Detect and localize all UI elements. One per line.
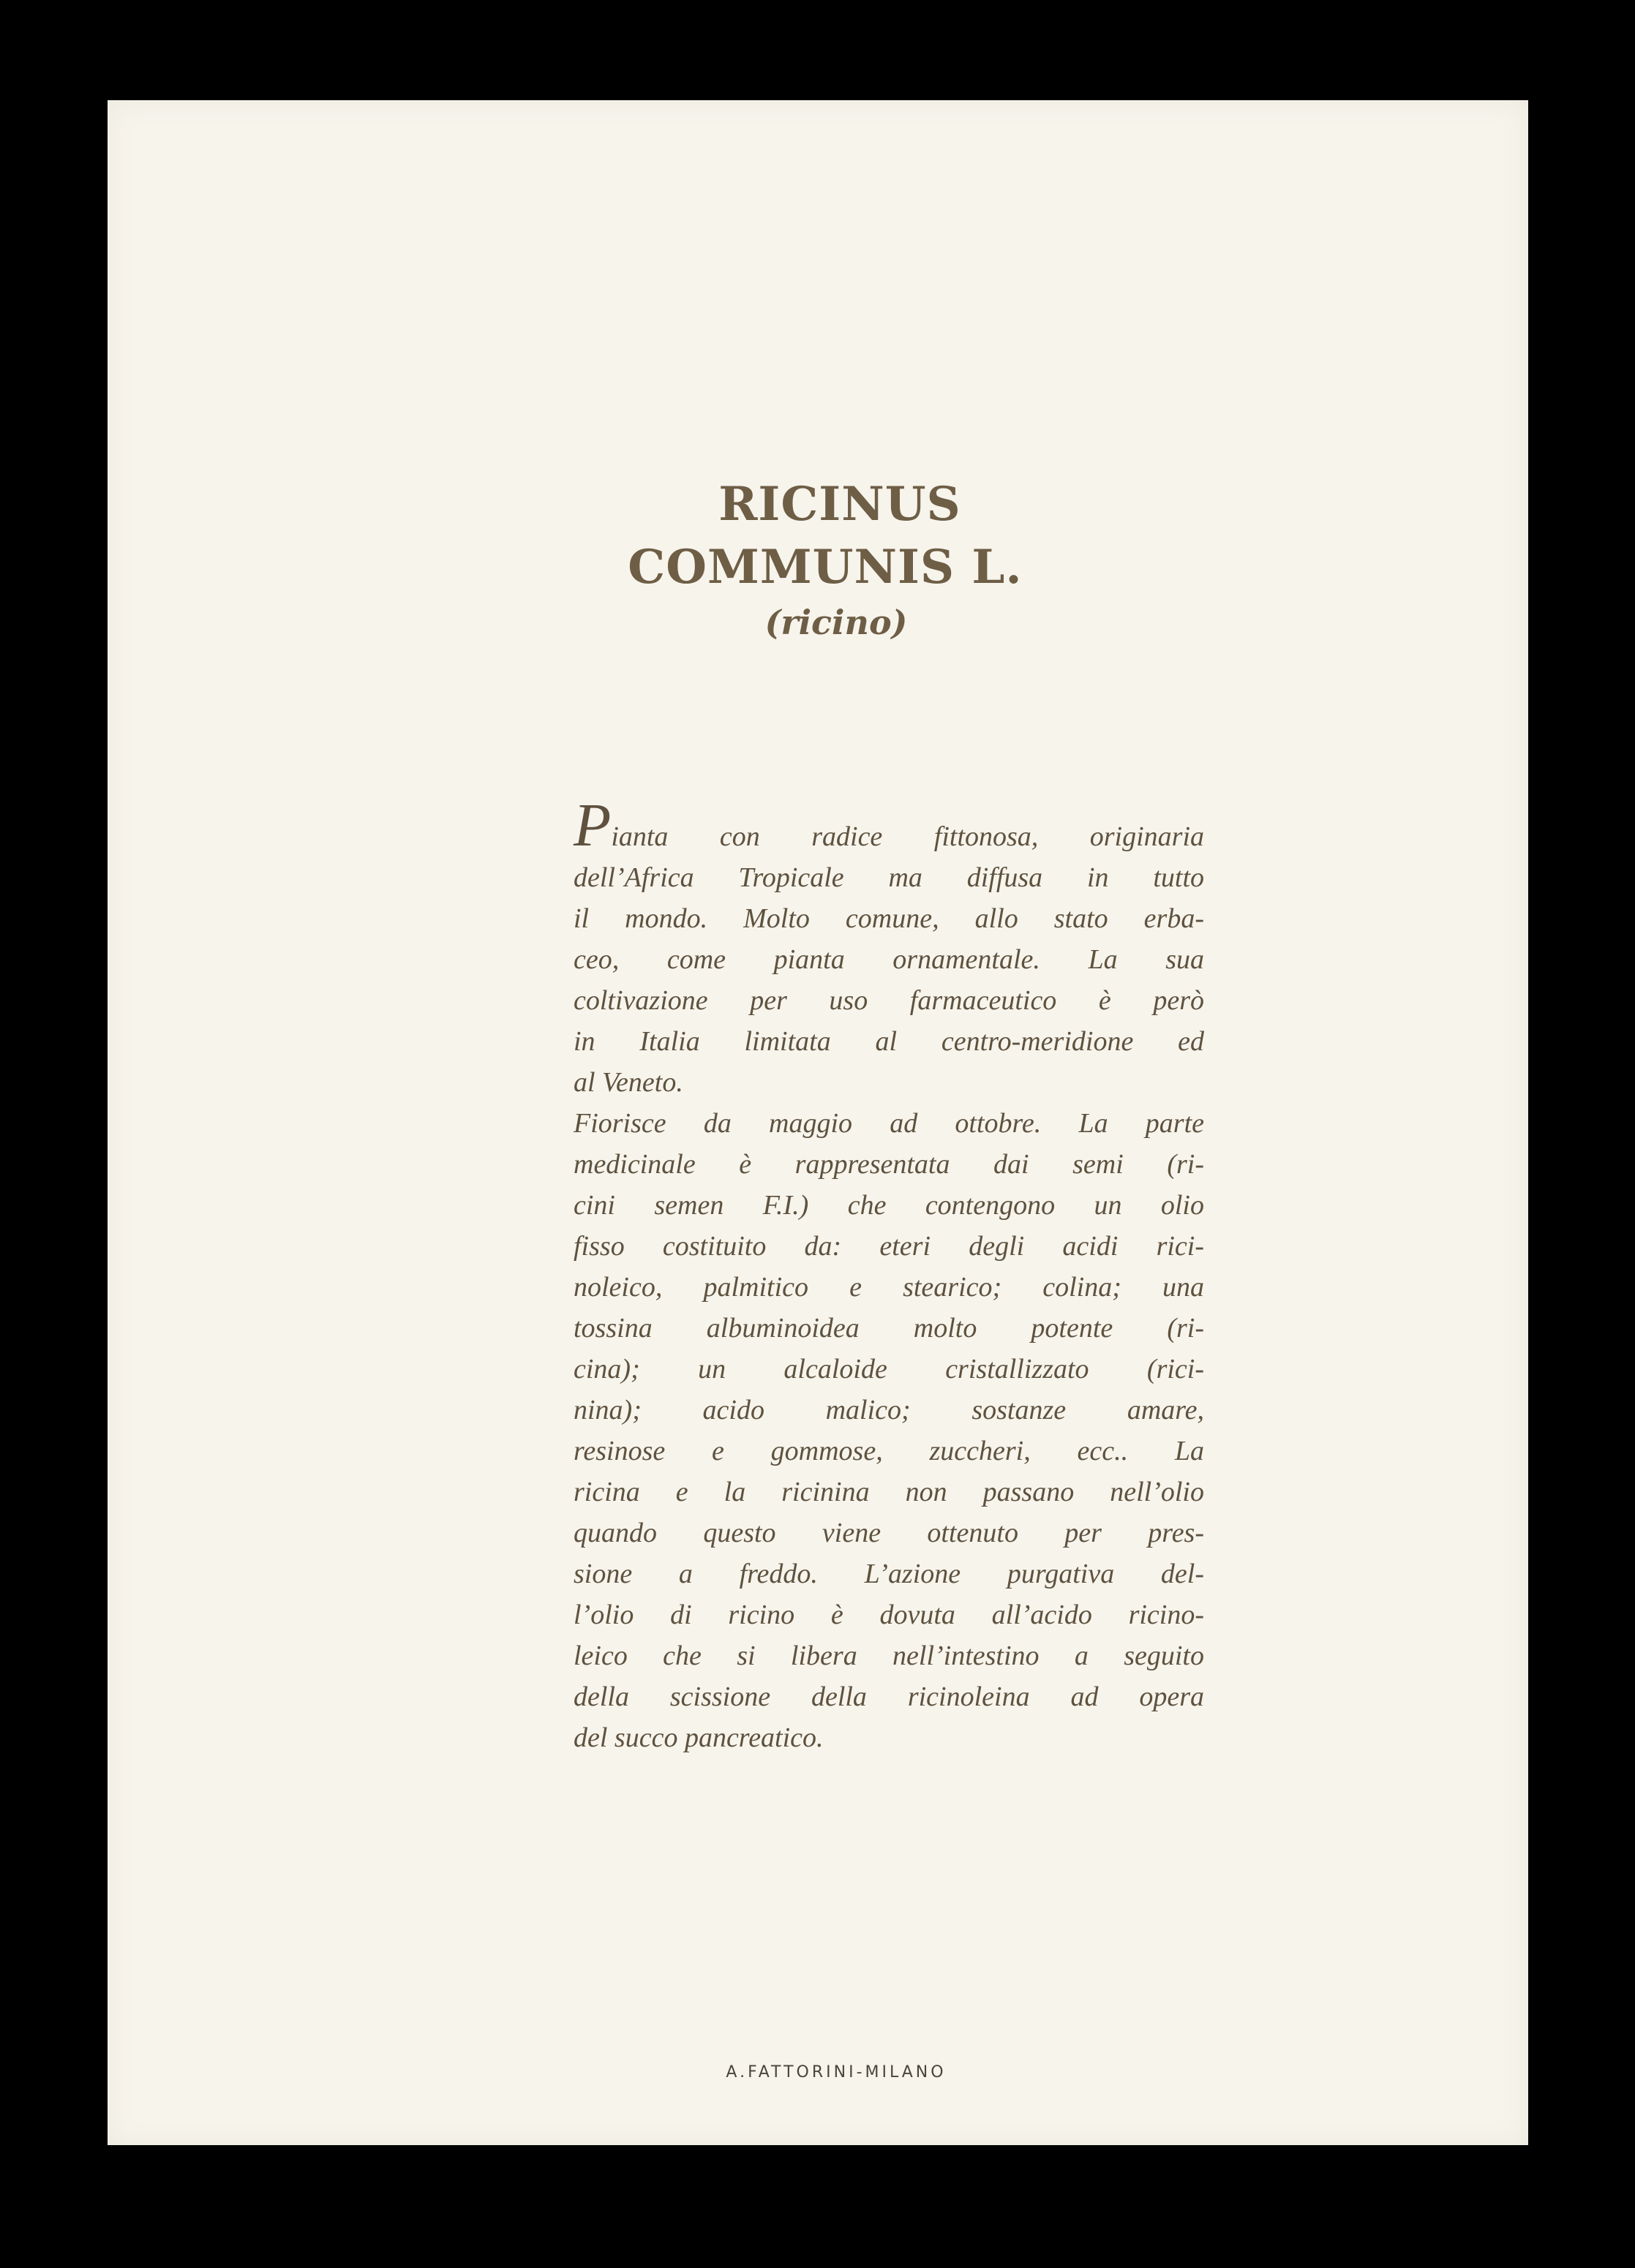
body-line: leico che si libera nell’intestino a seguito (574, 1640, 1204, 1671)
body-line: il mondo. Molto comune, allo stato erba- (574, 903, 1204, 934)
printer-imprint: A.FATTORINI-MILANO (726, 2063, 947, 2081)
body-line: cini semen F.I.) che contengono un olio (574, 1190, 1204, 1221)
body-line: fisso costituito da: eteri degli acidi rici- (574, 1231, 1204, 1262)
title-line-1: RICINUS (718, 477, 961, 532)
body-text (574, 791, 1204, 1758)
title-line-2: COMMUNIS L. (628, 540, 1023, 595)
body-line: l’olio di ricino è dovuta all’acido ricino- (574, 1600, 1204, 1630)
body-line: dell’Africa Tropicale ma diffusa in tutto (574, 862, 1204, 893)
body-line-first (574, 791, 1204, 859)
body-line: resinose e gommose, zuccheri, ecc.. La (574, 1436, 1204, 1466)
body-line: cina); un alcaloide cristallizzato (rici- (574, 1354, 1204, 1384)
body-line: medicinale è rappresentata dai semi (ri- (574, 1149, 1204, 1180)
body-line: Fiorisce da maggio ad ottobre. La parte (574, 1108, 1204, 1139)
body-line: sione a freddo. L’azione purgativa del- (574, 1559, 1204, 1589)
body-line: nina); acido malico; sostanze amare, (574, 1395, 1204, 1425)
body-line: tossina albuminoidea molto potente (ri- (574, 1313, 1204, 1344)
subtitle: (ricino) (764, 603, 908, 642)
body-line: coltivazione per uso farmaceutico è però (574, 985, 1204, 1016)
body-line: della scissione della ricinoleina ad opera (574, 1681, 1204, 1712)
body-line: in Italia limitata al centro-meridione ed (574, 1026, 1204, 1057)
drop-cap: P (574, 791, 612, 859)
body-line: noleico, palmitico e stearico; colina; una (574, 1272, 1204, 1303)
body-line: ceo, come pianta ornamentale. La sua (574, 944, 1204, 975)
body-line: al Veneto. (574, 1067, 683, 1098)
first-line-rest: ianta con radice fittonosa, originaria (611, 821, 1204, 852)
body-line: quando questo viene ottenuto per pres- (574, 1518, 1204, 1548)
body-line: ricina e la ricinina non passano nell’olio (574, 1477, 1204, 1507)
document-card (108, 100, 1528, 2145)
body-line: del succo pancreatico. (574, 1722, 824, 1753)
